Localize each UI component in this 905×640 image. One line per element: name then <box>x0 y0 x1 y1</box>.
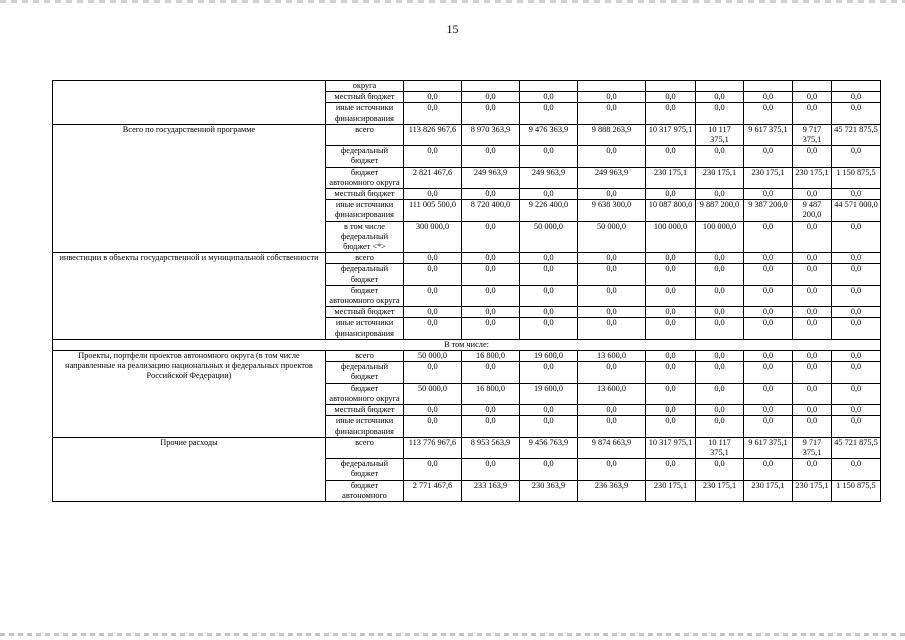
amount-cell: 0,0 <box>578 285 646 306</box>
scan-edge-top <box>0 0 905 3</box>
amount-cell: 0,0 <box>696 285 744 306</box>
amount-cell: 230 175,1 <box>646 167 696 188</box>
amount-cell: 9 888 263,9 <box>578 124 646 145</box>
amount-cell: 10 117 375,1 <box>696 124 744 145</box>
amount-cell: 0,0 <box>832 285 881 306</box>
amount-cell: 0,0 <box>404 307 462 318</box>
amount-cell: 0,0 <box>462 307 520 318</box>
amount-cell: 0,0 <box>744 285 793 306</box>
amount-cell: 19 600,0 <box>520 383 578 404</box>
amount-cell: 0,0 <box>520 307 578 318</box>
amount-cell: 230 175,1 <box>793 480 832 501</box>
amount-cell: 0,0 <box>578 146 646 167</box>
amount-cell: 0,0 <box>793 189 832 200</box>
amount-cell: 0,0 <box>793 103 832 124</box>
funding-source-cell: бюджет автономного округа <box>326 167 404 188</box>
amount-cell: 0,0 <box>520 416 578 437</box>
amount-cell: 0,0 <box>832 383 881 404</box>
amount-cell: 0,0 <box>646 362 696 383</box>
amount-cell: 230 175,1 <box>793 167 832 188</box>
amount-cell <box>520 81 578 92</box>
funding-source-cell: иные источники финансирования <box>326 103 404 124</box>
amount-cell: 0,0 <box>646 253 696 264</box>
amount-cell: 0,0 <box>578 362 646 383</box>
amount-cell: 0,0 <box>520 253 578 264</box>
amount-cell: 0,0 <box>578 264 646 285</box>
amount-cell: 0,0 <box>832 189 881 200</box>
amount-cell: 0,0 <box>832 416 881 437</box>
amount-cell: 45 721 875,5 <box>832 437 881 458</box>
amount-cell: 233 163,9 <box>462 480 520 501</box>
amount-cell: 0,0 <box>646 103 696 124</box>
amount-cell: 0,0 <box>832 221 881 253</box>
amount-cell: 0,0 <box>646 285 696 306</box>
amount-cell: 0,0 <box>646 318 696 339</box>
amount-cell: 0,0 <box>696 103 744 124</box>
amount-cell: 249 963,9 <box>578 167 646 188</box>
amount-cell: 0,0 <box>462 405 520 416</box>
amount-cell: 0,0 <box>744 264 793 285</box>
amount-cell: 0,0 <box>744 92 793 103</box>
funding-source-cell: федеральный бюджет <box>326 146 404 167</box>
amount-cell: 0,0 <box>520 146 578 167</box>
amount-cell: 0,0 <box>462 189 520 200</box>
amount-cell: 0,0 <box>578 416 646 437</box>
amount-cell: 0,0 <box>696 351 744 362</box>
amount-cell: 0,0 <box>520 189 578 200</box>
program-name-cell <box>53 81 326 125</box>
amount-cell: 0,0 <box>793 459 832 480</box>
funding-source-cell: федеральный бюджет <box>326 459 404 480</box>
amount-cell: 0,0 <box>696 264 744 285</box>
subheading-cell: В том числе: <box>53 339 881 350</box>
amount-cell: 0,0 <box>404 285 462 306</box>
amount-cell: 0,0 <box>646 307 696 318</box>
amount-cell: 0,0 <box>793 307 832 318</box>
amount-cell: 0,0 <box>578 318 646 339</box>
amount-cell: 0,0 <box>462 264 520 285</box>
amount-cell: 0,0 <box>696 459 744 480</box>
amount-cell: 8 953 563,9 <box>462 437 520 458</box>
amount-cell: 9 874 663,9 <box>578 437 646 458</box>
funding-source-cell: всего <box>326 437 404 458</box>
amount-cell: 100 000,0 <box>646 221 696 253</box>
table-row <box>53 351 881 362</box>
amount-cell: 8 970 363,9 <box>462 124 520 145</box>
amount-cell: 0,0 <box>744 103 793 124</box>
table-row <box>53 81 881 92</box>
amount-cell: 300 000,0 <box>404 221 462 253</box>
amount-cell: 0,0 <box>462 459 520 480</box>
amount-cell: 0,0 <box>578 189 646 200</box>
program-name-cell: Проекты, портфели проектов автономного округа (в том числе направленные на реализацию национальных и федеральных проектов Российской Федерации) <box>53 351 326 438</box>
amount-cell: 0,0 <box>646 264 696 285</box>
funding-source-cell: бюджет автономного округа <box>326 285 404 306</box>
amount-cell: 0,0 <box>696 146 744 167</box>
amount-cell: 0,0 <box>646 405 696 416</box>
amount-cell: 0,0 <box>520 362 578 383</box>
amount-cell: 10 317 975,1 <box>646 124 696 145</box>
amount-cell: 0,0 <box>696 416 744 437</box>
page-number: 15 <box>446 22 459 36</box>
funding-source-cell: бюджет автономного <box>326 480 404 501</box>
amount-cell: 0,0 <box>404 253 462 264</box>
amount-cell: 113 826 967,6 <box>404 124 462 145</box>
amount-cell: 0,0 <box>744 307 793 318</box>
amount-cell: 0,0 <box>793 285 832 306</box>
program-name-cell: Прочие расходы <box>53 437 326 501</box>
amount-cell: 10 317 975,1 <box>646 437 696 458</box>
amount-cell: 0,0 <box>578 103 646 124</box>
amount-cell: 0,0 <box>744 362 793 383</box>
amount-cell: 0,0 <box>520 285 578 306</box>
funding-source-cell: местный бюджет <box>326 92 404 103</box>
amount-cell <box>744 81 793 92</box>
amount-cell: 0,0 <box>462 253 520 264</box>
amount-cell: 0,0 <box>744 405 793 416</box>
amount-cell: 0,0 <box>793 416 832 437</box>
amount-cell: 0,0 <box>832 264 881 285</box>
amount-cell: 0,0 <box>744 416 793 437</box>
amount-cell: 0,0 <box>404 103 462 124</box>
amount-cell: 0,0 <box>832 253 881 264</box>
budget-table <box>52 80 881 502</box>
amount-cell: 1 150 875,5 <box>832 480 881 501</box>
funding-source-cell: местный бюджет <box>326 307 404 318</box>
amount-cell: 0,0 <box>404 362 462 383</box>
amount-cell: 0,0 <box>646 459 696 480</box>
funding-source-cell: иные источники финансирования <box>326 416 404 437</box>
amount-cell: 0,0 <box>462 92 520 103</box>
amount-cell: 16 800,0 <box>462 351 520 362</box>
amount-cell: 0,0 <box>744 318 793 339</box>
amount-cell: 0,0 <box>404 92 462 103</box>
amount-cell: 0,0 <box>520 92 578 103</box>
program-name-cell: Всего по государственной программе <box>53 124 326 252</box>
amount-cell: 9 617 375,1 <box>744 437 793 458</box>
amount-cell: 9 887 200,0 <box>696 200 744 221</box>
amount-cell <box>696 81 744 92</box>
amount-cell: 13 600,0 <box>578 383 646 404</box>
funding-source-cell: всего <box>326 351 404 362</box>
amount-cell: 0,0 <box>404 416 462 437</box>
amount-cell: 113 776 967,6 <box>404 437 462 458</box>
amount-cell: 50 000,0 <box>404 383 462 404</box>
amount-cell: 0,0 <box>744 189 793 200</box>
amount-cell: 0,0 <box>646 351 696 362</box>
amount-cell: 111 005 500,0 <box>404 200 462 221</box>
funding-source-cell: местный бюджет <box>326 405 404 416</box>
amount-cell: 9 476 363,9 <box>520 124 578 145</box>
amount-cell: 230 175,1 <box>744 167 793 188</box>
amount-cell <box>578 81 646 92</box>
amount-cell: 9 717 375,1 <box>793 437 832 458</box>
amount-cell: 0,0 <box>462 146 520 167</box>
amount-cell: 230 175,1 <box>646 480 696 501</box>
amount-cell: 0,0 <box>696 383 744 404</box>
amount-cell: 0,0 <box>793 264 832 285</box>
table-row <box>53 437 881 458</box>
amount-cell: 0,0 <box>793 92 832 103</box>
amount-cell: 50 000,0 <box>520 221 578 253</box>
amount-cell <box>793 81 832 92</box>
amount-cell: 0,0 <box>404 264 462 285</box>
amount-cell: 0,0 <box>793 383 832 404</box>
amount-cell: 0,0 <box>696 362 744 383</box>
amount-cell: 0,0 <box>520 318 578 339</box>
funding-source-cell: всего <box>326 124 404 145</box>
amount-cell: 9 617 375,1 <box>744 124 793 145</box>
amount-cell: 100 000,0 <box>696 221 744 253</box>
amount-cell: 9 717 375,1 <box>793 124 832 145</box>
amount-cell: 9 456 763,9 <box>520 437 578 458</box>
amount-cell: 249 963,9 <box>520 167 578 188</box>
amount-cell: 0,0 <box>404 146 462 167</box>
amount-cell: 0,0 <box>793 405 832 416</box>
amount-cell: 0,0 <box>646 383 696 404</box>
amount-cell: 0,0 <box>520 459 578 480</box>
amount-cell <box>646 81 696 92</box>
amount-cell: 0,0 <box>646 416 696 437</box>
funding-source-cell: округа <box>326 81 404 92</box>
amount-cell: 0,0 <box>404 405 462 416</box>
amount-cell: 0,0 <box>832 146 881 167</box>
amount-cell: 0,0 <box>696 92 744 103</box>
amount-cell: 0,0 <box>578 459 646 480</box>
amount-cell: 0,0 <box>462 285 520 306</box>
amount-cell: 0,0 <box>744 221 793 253</box>
funding-source-cell: местный бюджет <box>326 189 404 200</box>
amount-cell: 50 000,0 <box>404 351 462 362</box>
amount-cell: 230 175,1 <box>744 480 793 501</box>
amount-cell: 0,0 <box>462 103 520 124</box>
amount-cell: 249 963,9 <box>462 167 520 188</box>
funding-source-cell: федеральный бюджет <box>326 362 404 383</box>
amount-cell <box>462 81 520 92</box>
amount-cell: 0,0 <box>646 189 696 200</box>
amount-cell: 0,0 <box>578 253 646 264</box>
amount-cell: 0,0 <box>520 405 578 416</box>
amount-cell: 0,0 <box>832 362 881 383</box>
amount-cell: 0,0 <box>793 146 832 167</box>
amount-cell: 0,0 <box>462 362 520 383</box>
amount-cell: 0,0 <box>696 318 744 339</box>
table-row <box>53 253 881 264</box>
amount-cell: 0,0 <box>793 318 832 339</box>
amount-cell: 0,0 <box>832 92 881 103</box>
amount-cell: 1 150 875,5 <box>832 167 881 188</box>
amount-cell: 0,0 <box>462 416 520 437</box>
amount-cell: 0,0 <box>520 103 578 124</box>
amount-cell: 0,0 <box>578 307 646 318</box>
funding-source-cell: всего <box>326 253 404 264</box>
amount-cell: 0,0 <box>696 307 744 318</box>
amount-cell: 0,0 <box>744 146 793 167</box>
amount-cell: 0,0 <box>744 383 793 404</box>
funding-source-cell: иные источники финансирования <box>326 318 404 339</box>
scan-edge-bottom <box>0 633 905 636</box>
amount-cell: 0,0 <box>744 351 793 362</box>
amount-cell: 50 000,0 <box>578 221 646 253</box>
amount-cell: 0,0 <box>578 405 646 416</box>
amount-cell: 9 387 200,0 <box>744 200 793 221</box>
amount-cell: 0,0 <box>404 189 462 200</box>
amount-cell: 0,0 <box>832 351 881 362</box>
amount-cell: 0,0 <box>696 189 744 200</box>
amount-cell: 0,0 <box>462 318 520 339</box>
amount-cell: 0,0 <box>404 318 462 339</box>
amount-cell: 9 226 400,0 <box>520 200 578 221</box>
amount-cell: 0,0 <box>832 459 881 480</box>
amount-cell: 0,0 <box>744 253 793 264</box>
amount-cell: 0,0 <box>832 318 881 339</box>
amount-cell: 0,0 <box>744 459 793 480</box>
amount-cell: 10 117 375,1 <box>696 437 744 458</box>
amount-cell: 2 821 467,6 <box>404 167 462 188</box>
amount-cell: 0,0 <box>462 221 520 253</box>
amount-cell: 0,0 <box>793 221 832 253</box>
funding-source-cell: в том числе федеральный бюджет <*> <box>326 221 404 253</box>
amount-cell: 0,0 <box>404 459 462 480</box>
funding-source-cell: федеральный бюджет <box>326 264 404 285</box>
amount-cell: 0,0 <box>793 362 832 383</box>
amount-cell: 0,0 <box>793 253 832 264</box>
amount-cell: 19 600,0 <box>520 351 578 362</box>
amount-cell: 0,0 <box>793 351 832 362</box>
amount-cell: 16 800,0 <box>462 383 520 404</box>
funding-source-cell: иные источники финансирования <box>326 200 404 221</box>
amount-cell: 45 721 875,5 <box>832 124 881 145</box>
amount-cell: 0,0 <box>520 264 578 285</box>
amount-cell: 8 720 400,0 <box>462 200 520 221</box>
amount-cell: 0,0 <box>696 253 744 264</box>
amount-cell: 0,0 <box>832 307 881 318</box>
amount-cell: 9 487 200,0 <box>793 200 832 221</box>
amount-cell: 230 175,1 <box>696 480 744 501</box>
amount-cell: 230 175,1 <box>696 167 744 188</box>
amount-cell: 44 571 000,0 <box>832 200 881 221</box>
funding-source-cell: бюджет автономного округа <box>326 383 404 404</box>
amount-cell: 0,0 <box>696 405 744 416</box>
amount-cell <box>404 81 462 92</box>
amount-cell: 10 087 800,0 <box>646 200 696 221</box>
amount-cell: 236 363,9 <box>578 480 646 501</box>
amount-cell: 2 771 467,6 <box>404 480 462 501</box>
table-subheading-row <box>53 339 881 350</box>
amount-cell: 0,0 <box>646 146 696 167</box>
amount-cell: 9 638 300,0 <box>578 200 646 221</box>
amount-cell: 0,0 <box>646 92 696 103</box>
amount-cell: 230 363,9 <box>520 480 578 501</box>
amount-cell: 0,0 <box>832 405 881 416</box>
amount-cell: 13 600,0 <box>578 351 646 362</box>
amount-cell: 0,0 <box>578 92 646 103</box>
amount-cell: 0,0 <box>832 103 881 124</box>
program-name-cell: инвестиции в объекты государственной и муниципальной собственности <box>53 253 326 340</box>
amount-cell <box>832 81 881 92</box>
table-row <box>53 124 881 145</box>
